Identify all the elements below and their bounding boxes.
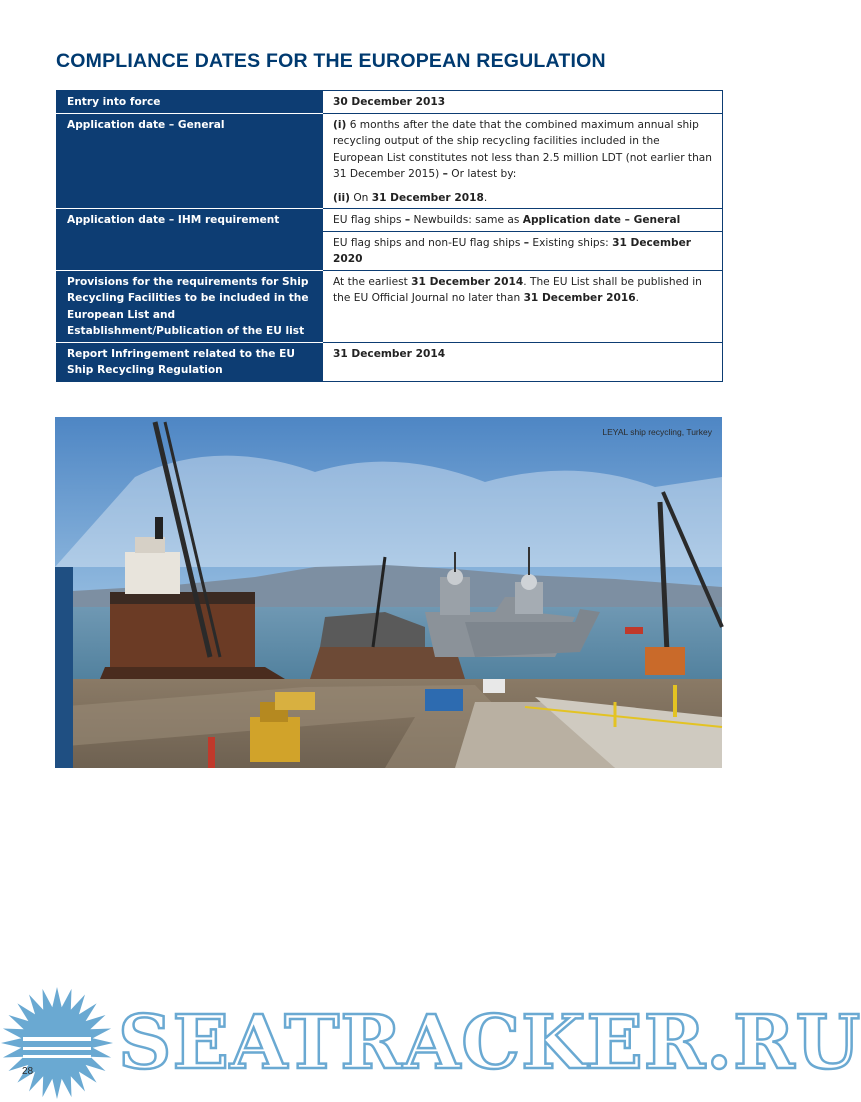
page-number: 28 xyxy=(22,1066,34,1077)
date-value: 31 December 2014 xyxy=(333,347,446,360)
bold-text: 31 December 2016 xyxy=(523,292,636,304)
text: . xyxy=(483,191,488,204)
paragraph-i xyxy=(333,117,712,183)
text: . xyxy=(635,292,640,304)
text: At the earliest xyxy=(333,275,412,288)
row-label: Application date – General xyxy=(57,113,323,209)
bold-text: – xyxy=(442,168,448,180)
text: EU flag ships and non-EU flag ships xyxy=(333,236,524,249)
text: Newbuilds: same as xyxy=(410,214,523,226)
bold-text: 31 December 2014 xyxy=(411,275,524,288)
row-value xyxy=(323,91,723,114)
row-value xyxy=(323,342,723,381)
compliance-dates-table xyxy=(56,90,723,382)
bold-text: 31 December 2018 xyxy=(371,191,484,204)
text: 6 months after the date that the combined maximum annual ship recycling output of the ship recycling facilities included in the European List constitutes not less than 2.5 million LDT (not earlier than 31 December 2015) xyxy=(333,118,712,180)
text: Existing ships: xyxy=(529,236,613,249)
bold-text: (ii) xyxy=(333,191,350,204)
text: Or latest by: xyxy=(447,168,517,180)
bold-text: 31 December 2020 xyxy=(333,236,692,265)
row-value xyxy=(323,270,723,342)
table-row xyxy=(57,113,723,209)
row-value xyxy=(323,209,723,232)
ship-recycling-photo xyxy=(55,417,722,768)
row-value xyxy=(323,113,723,209)
photo-caption: LEYAL ship recycling, Turkey xyxy=(602,427,712,437)
bold-text: Application date – General xyxy=(522,214,681,226)
bold-text: (i) xyxy=(333,118,347,131)
date-value: 30 December 2013 xyxy=(333,96,446,108)
table-row xyxy=(57,91,723,114)
row-label: Application date – IHM requirement xyxy=(57,209,323,271)
table-row xyxy=(57,209,723,232)
table-row xyxy=(57,270,723,342)
row-value xyxy=(323,231,723,270)
page-title: COMPLIANCE DATES FOR THE EUROPEAN REGULATION xyxy=(56,50,606,72)
table-row xyxy=(57,342,723,381)
text: On xyxy=(349,191,372,204)
text: EU flag ships xyxy=(333,214,405,226)
text: . The EU List shall be published in the EU Official Journal no later than xyxy=(333,275,702,304)
row-label: Provisions for the requirements for Ship Recycling Facilities to be included in the European List and Establishment/Publication of the EU list xyxy=(57,270,323,342)
row-label: Entry into force xyxy=(57,91,323,114)
bold-text: – xyxy=(404,214,411,226)
watermark-brand: SEATRACKER.RU xyxy=(118,1000,861,1086)
paragraph-ii xyxy=(333,190,712,207)
bold-text: – xyxy=(523,236,530,249)
row-label: Report Infringement related to the EU Ship Recycling Regulation xyxy=(57,342,323,381)
